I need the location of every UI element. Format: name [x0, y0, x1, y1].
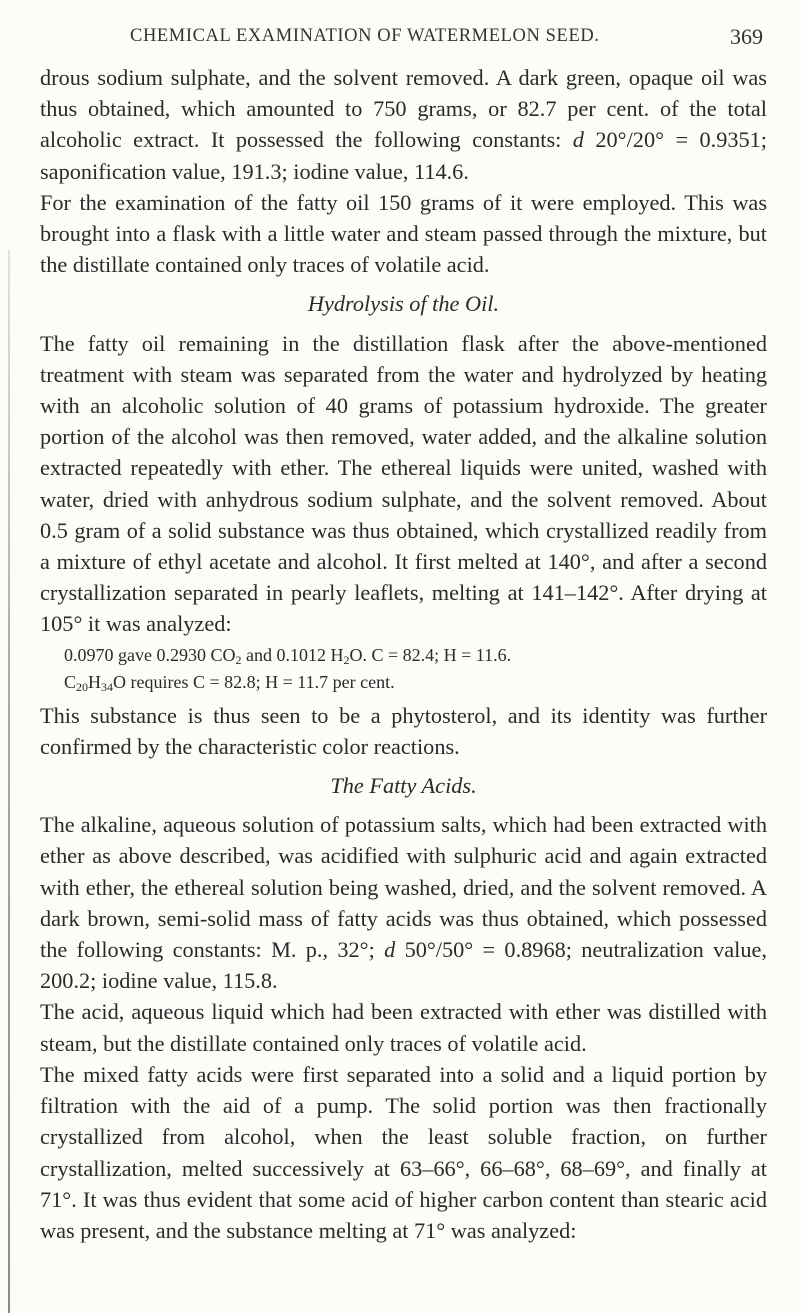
analysis-data — [40, 642, 767, 696]
paragraph: The fatty oil remaining in the distillation flask after the above-mentioned treatment with steam was separated from the water and hydrolyzed by heating with an alcoholic solution of 40 grams of potassium hydroxide. The greater portion of the alcohol was then removed, water added, and the alkaline solution extracted repeatedly with ether. The ethereal liquids were united, washed with water, dried with anhydrous sodium sulphate, and the solvent removed. About 0.5 gram of a solid substance was thus obtained, which crystallized readily from a mixture of ethyl acetate and alcohol. It first melted at 140°, and after a second crystallization separated in pearly leaflets, melting at 141–142°. After drying at 105° it was analyzed: — [40, 330, 767, 637]
paragraph: This substance is thus seen to be a phytosterol, and its identity was further confirmed by the characteristic color reactions. — [40, 702, 767, 759]
binding-shadow — [8, 250, 10, 1313]
paragraph: For the examination of the fatty oil 150 grams of it were employed. This was brought into a flask with a little water and steam passed through the mixture, but the distillate contained only traces of volatile acid. — [40, 189, 767, 278]
section-heading: Hydrolysis of the Oil. — [307, 291, 500, 317]
page-number: 369 — [730, 24, 763, 49]
formula-line: $C_{20}H_{34}O$ requires C = 82.8; H = 11.7 per cent. — [64, 671, 395, 694]
density-symbol: d — [572, 127, 584, 153]
running-head: CHEMICAL EXAMINATION OF WATERMELON SEED. — [130, 26, 600, 46]
paragraph: The alkaline, aqueous solution of potassium salts, which had been extracted with ether as above described, was acidified with sulphuric acid and again extracted with ether, the ethereal solution being washed, dried, and the solvent removed. A dark brown, semi-solid mass of fatty acids was thus obtained, which possessed the following constants: M. p., 32°; d 50°/50° = 0.8968; neutralization value, 200.2; iodine value, 115.8. — [40, 812, 767, 994]
paragraph-text: 20°/20° = 0.9351; saponification value, 191.3; iodine value, 114.6. — [40, 127, 767, 184]
paragraph — [40, 62, 767, 187]
page-header — [40, 26, 763, 56]
section-heading: The Fatty Acids. — [330, 773, 477, 799]
analysis-line: 0.0970 gave 0.2930 $CO_2$ and 0.1012 $H_2O$. C = 82.4; H = 11.6. — [64, 644, 512, 667]
paragraph: The mixed fatty acids were first separated into a solid and a liquid portion by filtration with the aid of a pump. The solid portion was then fractionally crystallized from alcohol, when the least soluble fraction, on further crystallization, melted successively at 63–66°, 66–68°, 68–69°, and finally at 71°. It was thus evident that some acid of higher carbon content than stearic acid was present, and the substance melting at 71° was analyzed: — [40, 1061, 767, 1243]
body-text — [40, 62, 767, 1246]
paragraph: The acid, aqueous liquid which had been extracted with ether was distilled with steam, but the distillate contained only traces of volatile acid. — [40, 999, 767, 1056]
paragraph-text: drous sodium sulphate, and the solvent removed. A dark green, opaque oil was thus obtained, which amounted to 750 grams, or 82.7 per cent. of the total alcoholic extract. It possessed the following constants: — [40, 65, 767, 153]
density-symbol: d — [384, 937, 396, 963]
